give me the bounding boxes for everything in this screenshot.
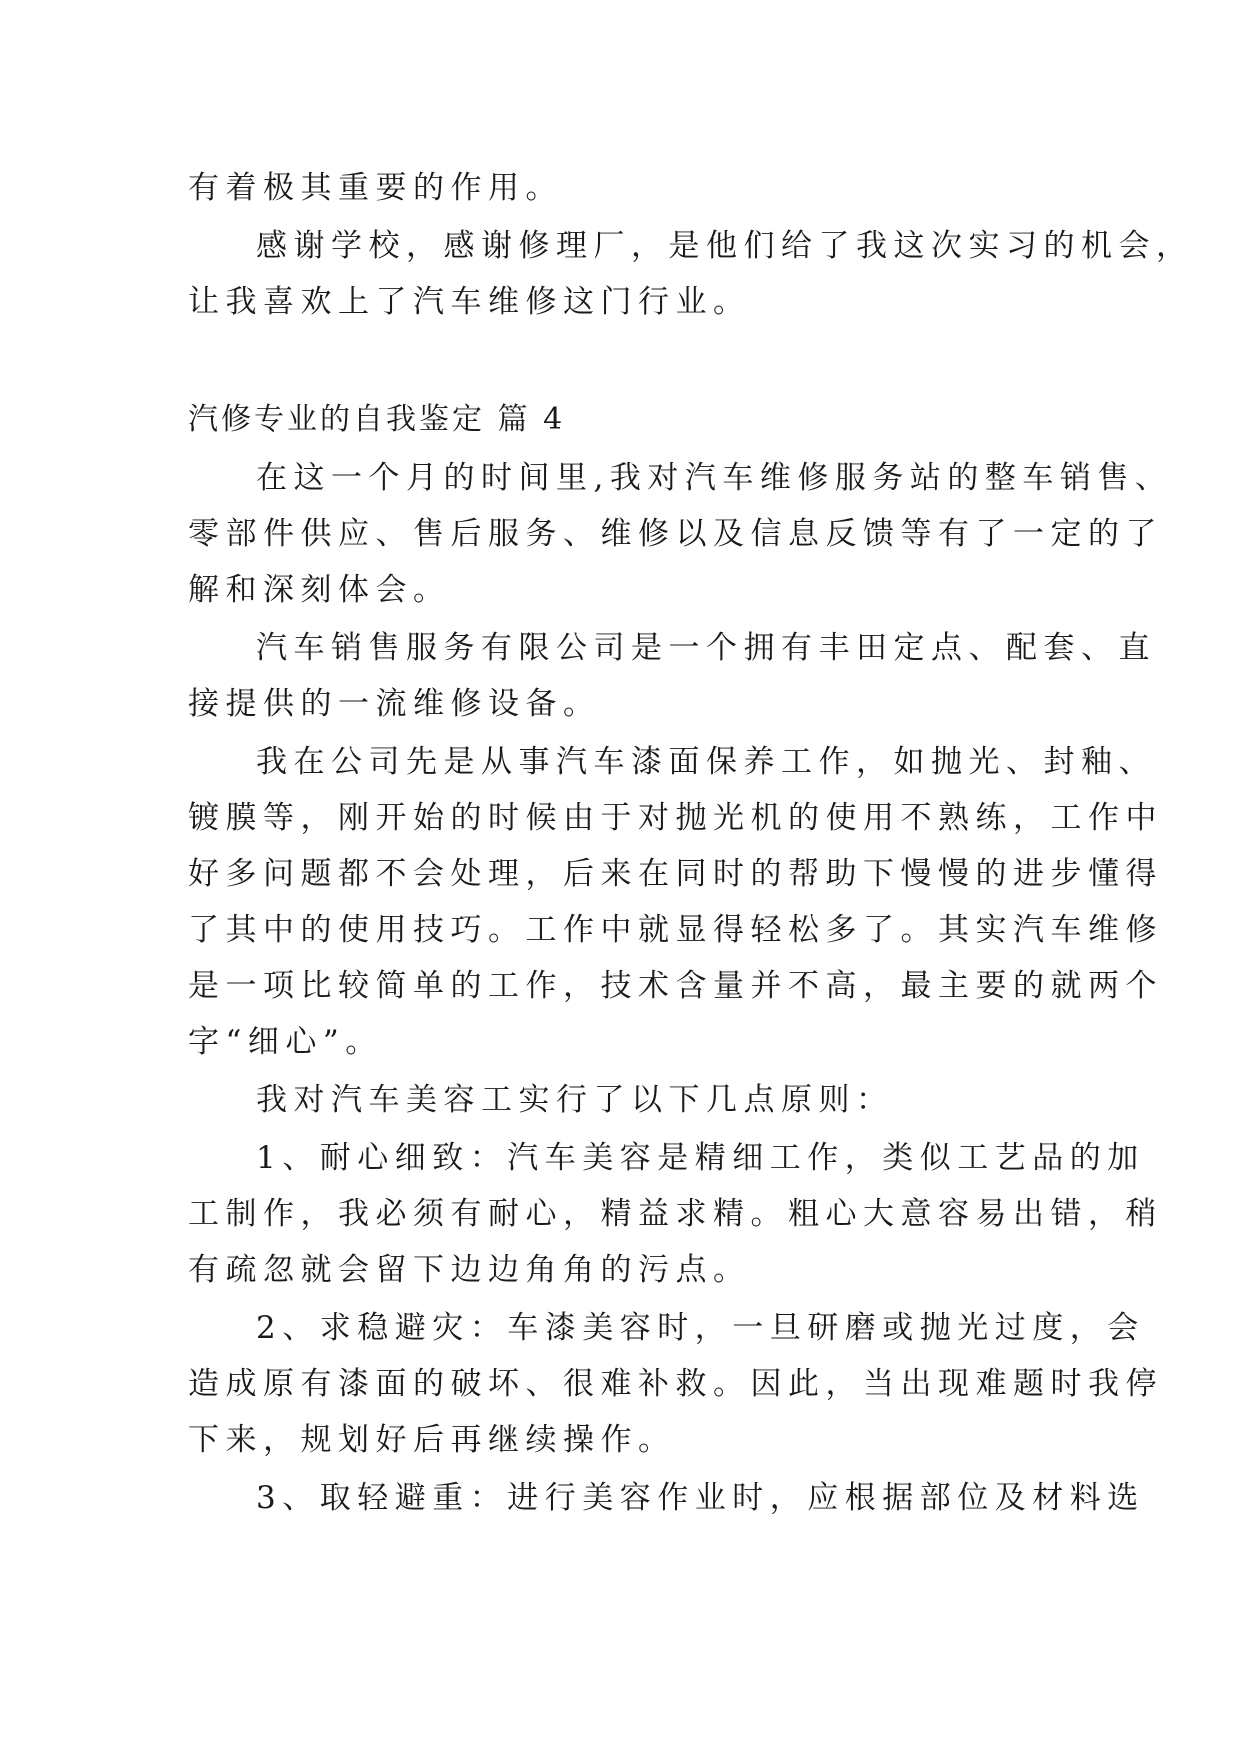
text-line: 了其中的使用技巧。工作中就显得轻松多了。其实汽车维修: [188, 912, 1163, 948]
paragraph-line: 我对汽车美容工实行了以下几点原则：: [256, 1082, 894, 1118]
paragraph-line: 我在公司先是从事汽车漆面保养工作，如抛光、封釉、: [256, 744, 1156, 780]
text-line: 工制作，我必须有耐心，精益求精。粗心大意容易出错，稍: [188, 1196, 1163, 1232]
text-line: 是一项比较简单的工作，技术含量并不高，最主要的就两个: [188, 968, 1163, 1004]
text-line: 镀膜等，刚开始的时候由于对抛光机的使用不熟练，工作中: [188, 800, 1163, 836]
text-line: 让我喜欢上了汽车维修这门行业。: [188, 284, 751, 320]
text-line: 有疏忽就会留下边边角角的污点。: [188, 1252, 751, 1288]
list-item-line: 3、取轻避重：进行美容作业时，应根据部位及材料选: [256, 1480, 1145, 1516]
list-item-line: 1、耐心细致：汽车美容是精细工作，类似工艺品的加: [256, 1140, 1145, 1176]
section-heading: 汽修专业的自我鉴定 篇 4: [188, 402, 566, 437]
text-line: 好多问题都不会处理，后来在同时的帮助下慢慢的进步懂得: [188, 856, 1163, 892]
paragraph-line: 在这一个月的时间里,我对汽车维修服务站的整车销售、: [256, 460, 1173, 496]
list-item-line: 2、求稳避灾：车漆美容时，一旦研磨或抛光过度，会: [256, 1310, 1145, 1346]
paragraph-line: 汽车销售服务有限公司是一个拥有丰田定点、配套、直: [256, 630, 1156, 666]
text-line: 造成原有漆面的破坏、很难补救。因此，当出现难题时我停: [188, 1366, 1163, 1402]
text-line: 接提供的一流维修设备。: [188, 686, 601, 722]
text-line: 字“细心”。: [188, 1024, 383, 1060]
text-line: 零部件供应、售后服务、维修以及信息反馈等有了一定的了: [188, 516, 1163, 552]
text-line: 解和深刻体会。: [188, 572, 451, 608]
paragraph-line: 感谢学校，感谢修理厂，是他们给了我这次实习的机会，: [256, 228, 1194, 264]
text-line: 下来，规划好后再继续操作。: [188, 1422, 676, 1458]
text-line: 有着极其重要的作用。: [188, 170, 563, 206]
